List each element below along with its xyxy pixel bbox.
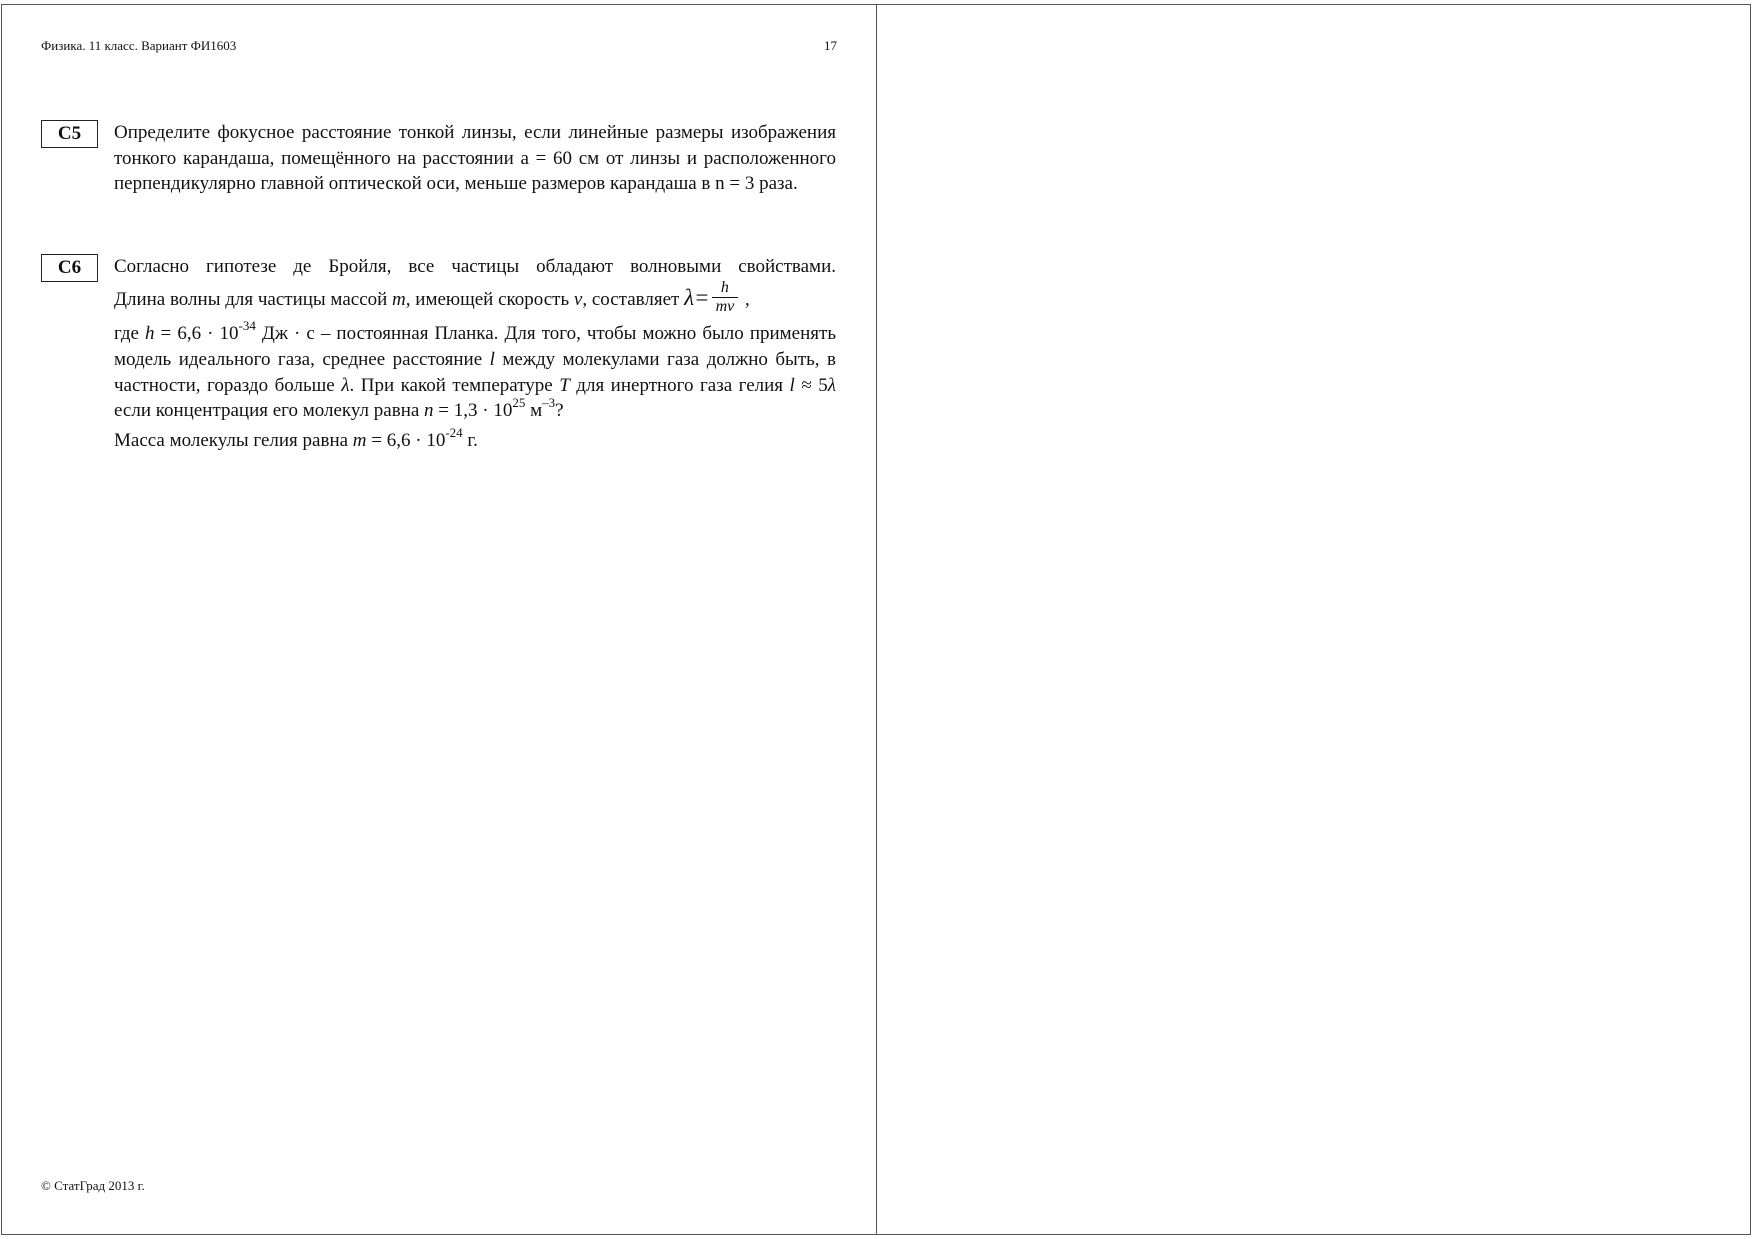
task-text-c5 (114, 120, 836, 197)
task-c6-line4: Масса молекулы гелия равна $m = 6,6 \cdot 10^{-24}$ г. (114, 424, 478, 451)
task-c6-line1: Согласно гипотезе де Бройля, все частицы обладают волновыми свойствами. (114, 256, 836, 277)
task-label-c5: C5 (41, 120, 98, 148)
de-broglie-fraction: $\frac{h}{mv}$ (712, 279, 739, 316)
task-c6-line2: Длина волны для частицы массой m, имеющей скорость v, составляет λ= $\frac{h}{mv}$ , (114, 278, 750, 315)
task-c5-body: Определите фокусное расстояние тонкой линзы, если линейные размеры изображения тонкого карандаша, помещённого на расстоянии a = 60 см от линзы и расположенного перпендикулярно главной оптической оси, меньше размеров карандаша в n = 3 раза. (114, 122, 836, 194)
page-divider (876, 4, 877, 1235)
page-footer-copyright: © СтатГрад 2013 г. (41, 1178, 145, 1193)
task-label-c6: C6 (41, 254, 98, 282)
page-header-title: Физика. 11 класс. Вариант ФИ1603 (41, 38, 237, 53)
task-text-c6 (114, 254, 836, 454)
lambda-symbol: λ= (684, 284, 710, 310)
task-c6-body: где $h = 6,6 \cdot 10^{-34}$ Дж · с – постоянная Планка. Для того, чтобы можно было применять модель идеального газа, среднее расстояние l между молекулами газа должно быть, в частности, гораздо больше λ. При какой температуре T для инертного газа гелия l ≈ 5λ если концентрация его молекул равна $n = 1,3 \cdot 10^{25}$ $м^{-3}$? (114, 317, 837, 421)
page-number: 17 (824, 38, 837, 53)
